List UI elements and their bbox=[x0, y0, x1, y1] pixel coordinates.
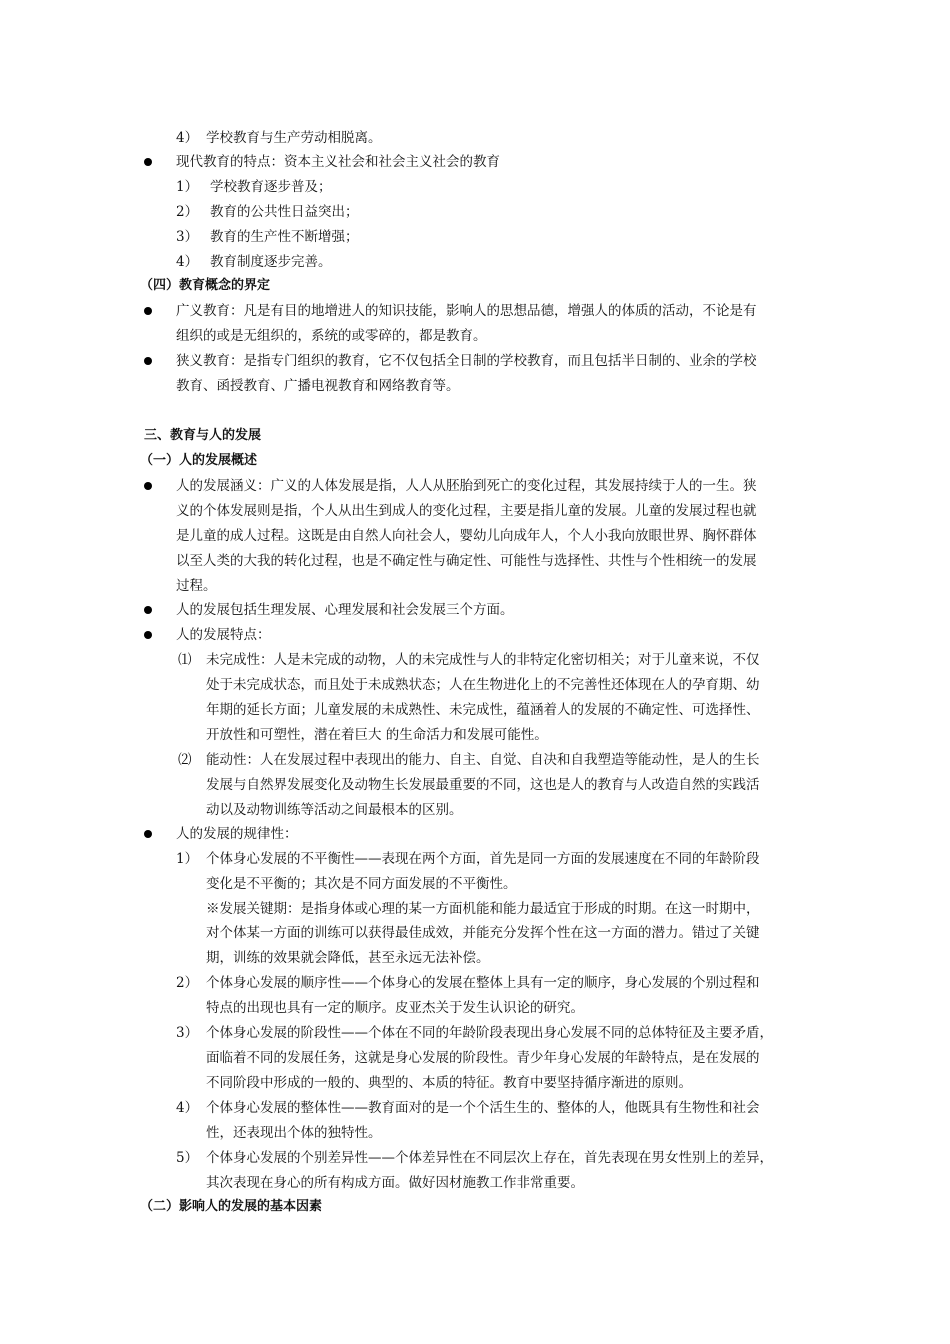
item-number: ⑴ bbox=[178, 652, 192, 668]
item-number: ⑵ bbox=[178, 752, 192, 768]
item-text: 未完成性：人是未完成的动物，人的未完成性与人的非特定化密切相关；对于儿童来说，不仅 bbox=[206, 652, 760, 668]
bullet-icon bbox=[144, 631, 152, 639]
bullet-icon bbox=[144, 830, 152, 838]
item-text: 变化是不平衡的；其次是不同方面发展的不平衡性。 bbox=[206, 876, 517, 892]
item-text: 年期的延长方面；儿童发展的未成熟性、未完成性，蕴涵着人的发展的不确定性、可选择性、 bbox=[206, 702, 760, 718]
item-text: 能动性：人在发展过程中表现出的能力、自主、自觉、自决和自我塑造等能动性，是人的生长 bbox=[206, 752, 760, 768]
item-text: 个体身心发展的阶段性——个体在不同的年龄阶段表现出身心发展不同的总体特征及主要矛盾， bbox=[206, 1025, 773, 1041]
item-text: 动以及动物训练等活动之间最根本的区别。 bbox=[206, 802, 463, 818]
item-text: 组织的或是无组织的，系统的或零碎的，都是教育。 bbox=[176, 328, 487, 344]
item-text: 个体身心发展的个别差异性——个体差异性在不同层次上存在，首先表现在男女性别上的差异， bbox=[206, 1150, 773, 1166]
item-text: 性，还表现出个体的独特性。 bbox=[206, 1125, 382, 1141]
item-number: 3） bbox=[176, 1025, 199, 1041]
item-text: 个体身心发展的顺序性——个体身心的发展在整体上具有一定的顺序，身心发展的个别过程和 bbox=[206, 975, 760, 991]
bullet-icon bbox=[144, 606, 152, 614]
item-text: ※发展关键期：是指身体或心理的某一方面机能和能力最适宜于形成的时期。在这一时期中， bbox=[206, 901, 760, 917]
item-text: 学校教育与生产劳动相脱离。 bbox=[206, 130, 382, 146]
item-text: 特点的出现也具有一定的顺序。皮亚杰关于发生认识论的研究。 bbox=[206, 1000, 584, 1016]
item-text: 人的发展的规律性： bbox=[176, 826, 298, 842]
item-text: 不同阶段中形成的一般的、典型的、本质的特征。教育中要坚持循序渐进的原则。 bbox=[206, 1075, 692, 1091]
item-text: 人的发展包括生理发展、心理发展和社会发展三个方面。 bbox=[176, 602, 514, 618]
item-text: 现代教育的特点：资本主义社会和社会主义社会的教育 bbox=[176, 154, 500, 170]
item-text: 人的发展涵义：广义的人体发展是指，人人从胚胎到死亡的变化过程，其发展持续于人的一生。狭 bbox=[176, 478, 757, 494]
item-text: 个体身心发展的整体性——教育面对的是一个个活生生的、整体的人，他既具有生物性和社会 bbox=[206, 1100, 760, 1116]
item-text: 期，训练的效果就会降低，甚至永远无法补偿。 bbox=[206, 950, 490, 966]
item-text: 开放性和可塑性，潜在着巨大 的生命活力和发展可能性。 bbox=[206, 727, 548, 743]
bullet-icon bbox=[144, 307, 152, 315]
item-text: 教育、函授教育、广播电视教育和网络教育等。 bbox=[176, 378, 460, 394]
item-text: 义的个体发展则是指，个人从出生到成人的变化过程，主要是指儿童的发展。儿童的发展过程也就 bbox=[176, 503, 757, 519]
item-number: 2） bbox=[176, 975, 199, 991]
bullet-icon bbox=[144, 482, 152, 490]
item-text: 以至人类的大我的转化过程，也是不确定性与确定性、可能性与选择性、共性与个性相统一的发展 bbox=[176, 553, 757, 569]
item-text: 人的发展特点： bbox=[176, 627, 271, 643]
item-text: 处于未完成状态，而且处于未成熟状态；人在生物进化上的不完善性还体现在人的孕育期、幼 bbox=[206, 677, 760, 693]
item-text: 对个体某一方面的训练可以获得最佳成效，并能充分发挥个性在这一方面的潜力。错过了关键 bbox=[206, 925, 760, 941]
heading-text: （四）教育概念的界定 bbox=[140, 278, 271, 293]
item-number: 3） bbox=[176, 229, 199, 245]
item-number: 4） bbox=[176, 254, 199, 270]
item-text: 发展与自然界发展变化及动物生长发展最重要的不同，这也是人的教育与人改造自然的实践活 bbox=[206, 777, 760, 793]
item-text: 教育的生产性不断增强； bbox=[210, 229, 359, 245]
item-number: 5） bbox=[176, 1150, 199, 1166]
item-text: 教育制度逐步完善。 bbox=[210, 254, 332, 270]
heading-text: 三、教育与人的发展 bbox=[144, 428, 262, 443]
item-number: 4） bbox=[176, 130, 199, 146]
bullet-icon bbox=[144, 357, 152, 365]
item-text: 过程。 bbox=[176, 578, 217, 594]
bullet-icon bbox=[144, 158, 152, 166]
heading-text: （二）影响人的发展的基本因素 bbox=[140, 1199, 323, 1214]
item-number: 2） bbox=[176, 204, 199, 220]
item-text: 是儿童的成人过程。这既是由自然人向社会人，婴幼儿向成年人，个人小我向放眼世界、胸怀群体 bbox=[176, 528, 757, 544]
item-text: 狭义教育：是指专门组织的教育，它不仅包括全日制的学校教育，而且包括半日制的、业余的学校 bbox=[176, 353, 757, 369]
item-text: 广义教育：凡是有目的地增进人的知识技能，影响人的思想品德，增强人的体质的活动，不论是有 bbox=[176, 303, 757, 319]
item-number: 1） bbox=[176, 179, 199, 195]
item-text: 面临着不同的发展任务，这就是身心发展的阶段性。青少年身心发展的年龄特点，是在发展的 bbox=[206, 1050, 760, 1066]
item-text: 其次表现在身心的所有构成方面。做好因材施教工作非常重要。 bbox=[206, 1175, 584, 1191]
heading-text: （一）人的发展概述 bbox=[140, 453, 258, 468]
item-text: 个体身心发展的不平衡性——表现在两个方面，首先是同一方面的发展速度在不同的年龄阶段 bbox=[206, 851, 760, 867]
item-number: 4） bbox=[176, 1100, 199, 1116]
item-number: 1） bbox=[176, 851, 199, 867]
item-text: 教育的公共性日益突出； bbox=[210, 204, 359, 220]
item-text: 学校教育逐步普及； bbox=[210, 179, 332, 195]
